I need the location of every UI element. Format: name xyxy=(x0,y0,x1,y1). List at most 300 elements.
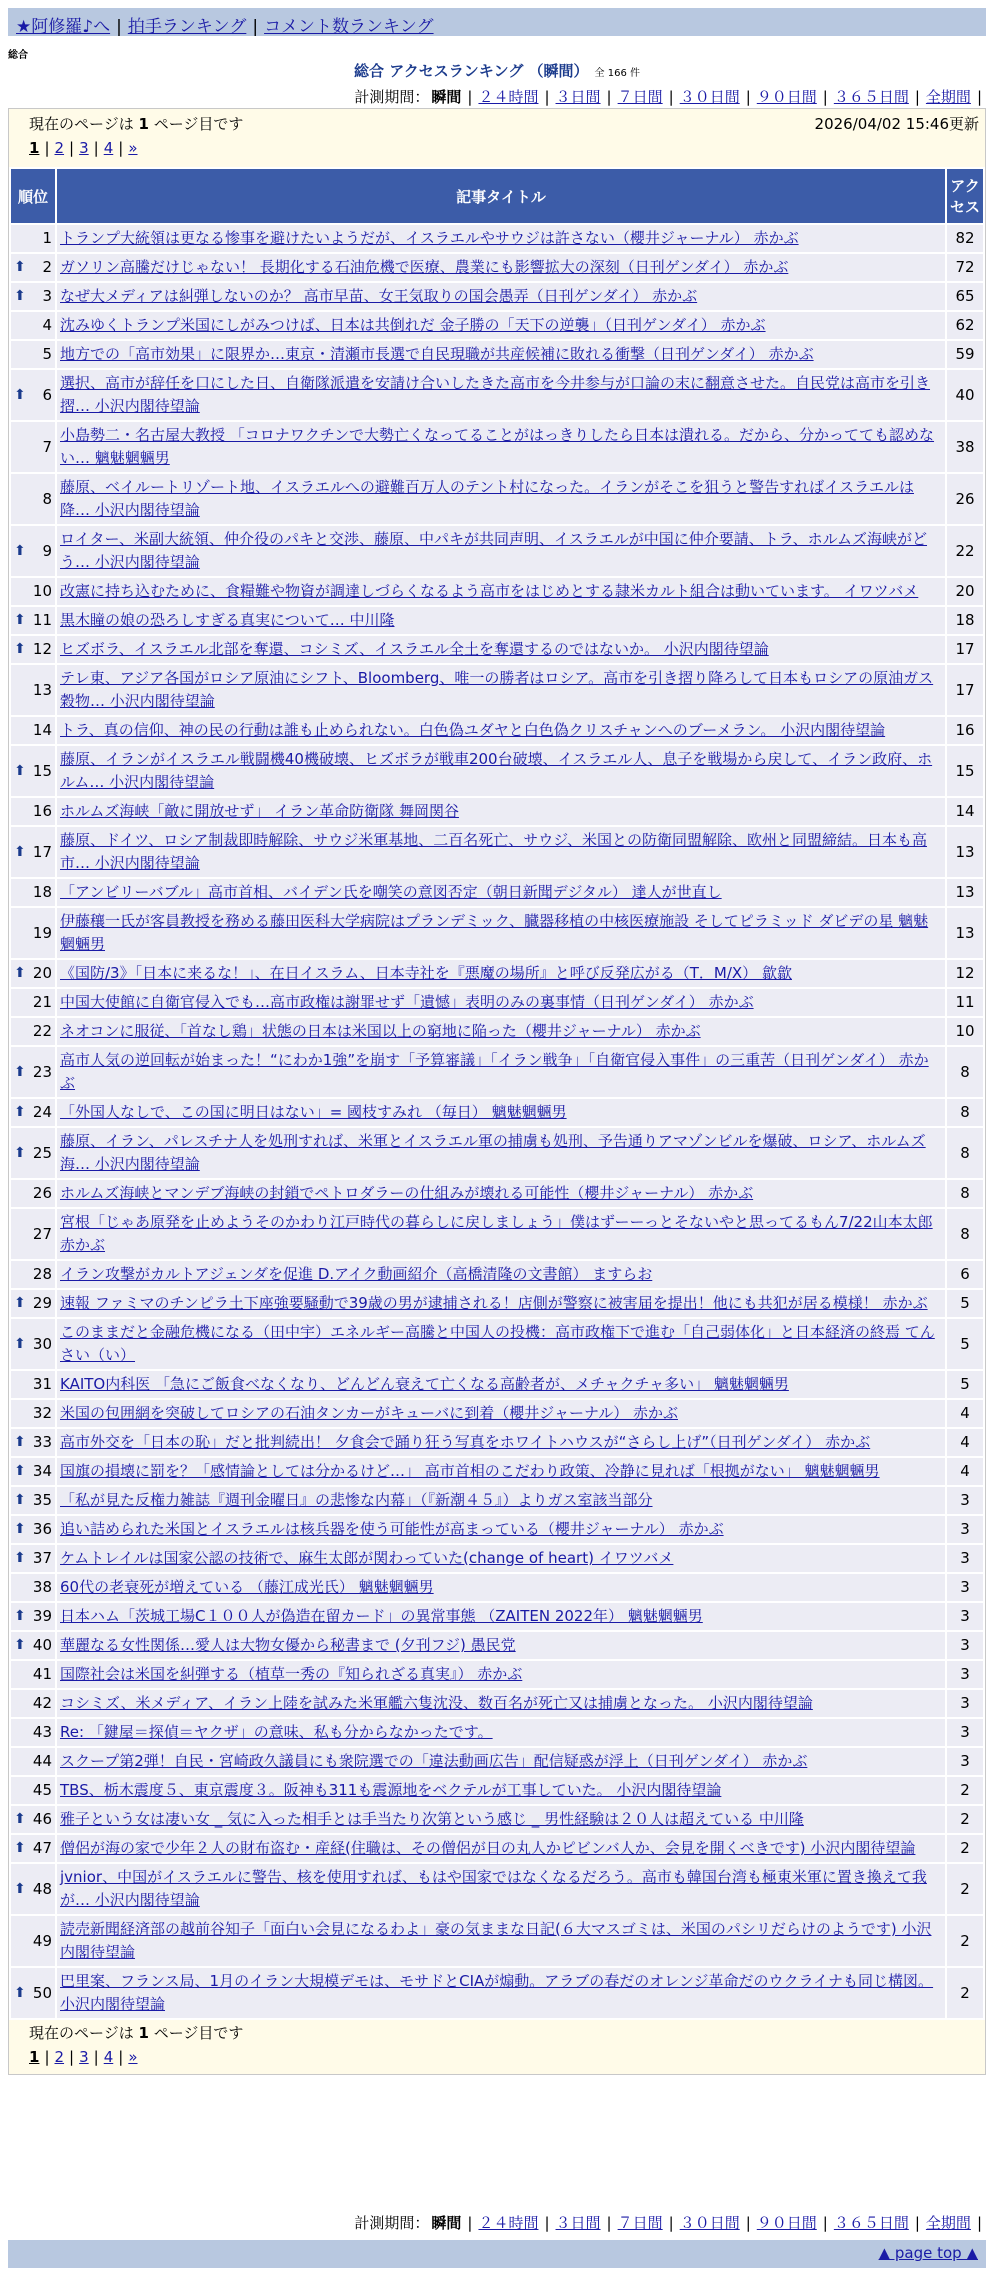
access-count: 8 xyxy=(947,1180,983,1207)
period-option[interactable]: ３日間 xyxy=(555,88,601,106)
title-cell xyxy=(57,474,945,524)
table-row xyxy=(11,1261,983,1288)
rank-number: 1 xyxy=(42,229,52,247)
pager-top xyxy=(29,139,138,157)
article-title-link[interactable]: jvnior、中国がイスラエルに警告、核を使用すれば、もはや国家ではなくなるだろう。高市も韓国台湾も極東米軍に置き換えて我が… 小沢内閣待望論 xyxy=(60,1868,927,1909)
rank-cell xyxy=(11,636,55,663)
rank-number: 7 xyxy=(42,437,52,456)
access-count: 5 xyxy=(947,1290,983,1317)
pager-separator: | xyxy=(44,139,50,157)
up-arrow-icon: ⬆ xyxy=(14,1492,26,1508)
table-row xyxy=(11,1632,983,1659)
article-title-link[interactable]: ホルムズ海峡とマンデブ海峡の封鎖でペトロダラーの仕組みが壊れる可能性（櫻井ジャーナル） 赤かぶ xyxy=(60,1184,754,1202)
nav-link-comment-ranking[interactable]: コメント数ランキング xyxy=(264,17,434,37)
up-arrow-icon: ⬆ xyxy=(14,1463,26,1479)
article-title-link[interactable]: 黒木瞳の娘の恐ろしすぎる真実について… 中川隆 xyxy=(60,611,395,629)
table-row xyxy=(11,746,983,796)
article-title-link[interactable]: 中国大使館に自衛官侵入でも…高市政権は謝罪せず「遺憾」表明のみの裏事情（日刊ゲンダイ） 赤かぶ xyxy=(60,993,754,1011)
title-cell xyxy=(57,1806,945,1833)
rank-cell xyxy=(11,1603,55,1630)
access-count: 8 xyxy=(947,1099,983,1126)
period-option[interactable]: ７日間 xyxy=(617,2214,663,2232)
access-count: 8 xyxy=(947,1209,983,1259)
header-rank: 順位 xyxy=(11,169,55,223)
article-title-link[interactable]: 読売新聞経済部の越前谷知子「面白い会見になるわよ」豪の気ままな日記(６大マスゴミは、米国のパシリだらけのようです) 小沢内閣待望論 xyxy=(60,1920,932,1961)
article-title-link[interactable]: 藤原、イラン、パレスチナ人を処刑すれば、米軍とイスラエル軍の捕虜も処刑、予告通りアマゾンビルを爆破、ロシア、ホルムズ海… 小沢内閣待望論 xyxy=(60,1132,926,1173)
article-title-link[interactable]: 「アンビリーバブル」高市首相、バイデン氏を嘲笑の意図否定（朝日新聞デジタル） 達人が世直し xyxy=(60,883,722,901)
article-title-link[interactable]: 追い詰められた米国とイスラエルは核兵器を使う可能性が高まっている（櫻井ジャーナル） 赤かぶ xyxy=(60,1520,724,1538)
pager-separator: | xyxy=(118,139,124,157)
rank-cell xyxy=(11,746,55,796)
access-count: 18 xyxy=(947,607,983,634)
up-arrow-icon: ⬆ xyxy=(14,641,26,657)
article-title-link[interactable]: 「私が見た反権力雑誌『週刊金曜日』の悲惨な内幕」（『新潮４５』）よりガス室該当部分 xyxy=(60,1491,653,1509)
table-row xyxy=(11,827,983,877)
rank-cell xyxy=(11,370,55,420)
rank-cell xyxy=(11,1429,55,1456)
title-cell xyxy=(57,1400,945,1427)
article-title-link[interactable]: 地方での「高市効果」に限界か…東京・清瀬市長選で自民現職が共産候補に敗れる衝撃（日刊ゲンダイ） 赤かぶ xyxy=(60,345,814,363)
rank-number: 6 xyxy=(42,385,52,404)
article-title-link[interactable]: ガソリン高騰だけじゃない！ 長期化する石油危機で医療、農業にも影響拡大の深刻（日刊ゲンダイ） 赤かぶ xyxy=(60,258,789,276)
rank-number: 32 xyxy=(32,1404,52,1422)
up-arrow-icon: ⬆ xyxy=(14,1063,26,1080)
page-title: 総合 アクセスランキング （瞬間） xyxy=(354,62,589,80)
access-count: 2 xyxy=(947,1864,983,1914)
period-option-active: 瞬間 xyxy=(431,88,462,106)
article-title-link[interactable]: 宮根「じゃあ原発を止めようそのかわり江戸時代の暮らしに戻しましょう」僕はずーーっとそないやと思ってるもん7/22山本太郎 赤かぶ xyxy=(60,1213,933,1254)
table-row xyxy=(11,1835,983,1862)
article-title-link[interactable]: 僧侶が海の家で少年２人の財布盗む・産経(住職は、その僧侶が日の丸人かピビンバ人か、会見を開くべきです) 小沢内閣待望論 xyxy=(60,1839,916,1857)
access-count: 22 xyxy=(947,526,983,576)
rank-cell xyxy=(11,1806,55,1833)
period-separator: | xyxy=(976,2214,982,2232)
article-title-link[interactable]: 国旗の損壊に罰を？「感情論としては分かるけど…」 高市首相のこだわり政策、冷静に見れば「根拠がない」 魑魅魍魎男 xyxy=(60,1462,880,1480)
title-cell xyxy=(57,717,945,744)
up-arrow-icon: ⬆ xyxy=(14,288,26,304)
rank-cell xyxy=(11,960,55,987)
title-cell xyxy=(57,1864,945,1914)
article-title-link[interactable]: ホルムズ海峡「敵に開放せず」 イラン革命防衛隊 舞岡関谷 xyxy=(60,802,459,820)
rank-cell xyxy=(11,1661,55,1688)
access-count: 2 xyxy=(947,1777,983,1804)
article-title-link[interactable]: 沈みゆくトランプ米国にしがみつけば、日本は共倒れだ 金子勝の「天下の逆襲」（日刊ゲンダイ） 赤かぶ xyxy=(60,316,766,334)
article-title-link[interactable]: ロイター、米副大統領、仲介役のパキと交渉、藤原、中パキが共同声明、イスラエルが中国に仲介要請、トラ、ホルムズ海峡がどう… 小沢内閣待望論 xyxy=(60,530,928,571)
rank-number: 45 xyxy=(32,1781,52,1799)
rank-cell xyxy=(11,1047,55,1097)
period-selector-top xyxy=(354,86,986,107)
up-arrow-icon: ⬆ xyxy=(14,843,26,860)
up-arrow-icon: ⬆ xyxy=(14,1295,26,1311)
title-cell xyxy=(57,1748,945,1775)
up-arrow-icon: ⬆ xyxy=(14,1880,26,1897)
rank-cell xyxy=(11,1458,55,1485)
updated-timestamp: 2026/04/02 15:46更新 xyxy=(814,115,979,133)
access-count: 3 xyxy=(947,1690,983,1717)
page-top-link[interactable]: ▲ page top ▲ xyxy=(878,2244,978,2262)
title-row xyxy=(0,60,994,81)
access-count: 12 xyxy=(947,960,983,987)
table-row xyxy=(11,1018,983,1045)
article-title-link[interactable]: 米国の包囲網を突破してロシアの石油タンカーがキューバに到着（櫻井ジャーナル） 赤かぶ xyxy=(60,1404,678,1422)
table-row xyxy=(11,1487,983,1514)
nav-separator: | xyxy=(116,17,122,37)
article-title-link[interactable]: 高市人気の逆回転が始まった！“にわか1強”を崩す「予算審議」「イラン戦争」「自衛官侵入事件」の三重苦（日刊ゲンダイ） 赤かぶ xyxy=(60,1051,929,1092)
pager-page-link[interactable]: 3 xyxy=(79,2048,89,2066)
title-cell xyxy=(57,1916,945,1966)
access-count: 17 xyxy=(947,665,983,715)
table-row xyxy=(11,607,983,634)
rank-number: 9 xyxy=(42,541,52,560)
article-title-link[interactable]: 藤原、イランがイスラエル戦闘機40機破壊、ヒズボラが戦車200台破壊、イスラエル人、息子を戦場から戻して、イラン政府、ホルム… 小沢内閣待望論 xyxy=(60,750,933,791)
article-title-link[interactable]: スクープ第2弾！自民・宮崎政久議員にも衆院選での「違法動画広告」配信疑惑が浮上（日刊ゲンダイ） 赤かぶ xyxy=(60,1752,808,1770)
pager-page-link[interactable]: 2 xyxy=(54,139,65,157)
rank-number: 22 xyxy=(32,1022,52,1040)
bottom-bar xyxy=(8,2240,986,2268)
title-cell xyxy=(57,1099,945,1126)
up-arrow-icon: ⬆ xyxy=(14,1144,26,1161)
title-cell xyxy=(57,1516,945,1543)
table-row xyxy=(11,254,983,281)
rank-number: 41 xyxy=(32,1665,52,1683)
table-row xyxy=(11,474,983,524)
access-count: 62 xyxy=(947,312,983,339)
header-access: アクセス xyxy=(947,169,983,223)
period-separator: | xyxy=(822,2214,828,2232)
period-separator: | xyxy=(668,2214,674,2232)
article-title-link[interactable]: 速報 ファミマのチンピラ土下座強要騒動で39歳の男が逮捕される！店側が警察に被害届を提出！他にも共犯が居る模様！ 赤かぶ xyxy=(60,1294,928,1312)
rank-number: 27 xyxy=(32,1224,52,1243)
period-separator: | xyxy=(745,88,751,106)
article-title-link[interactable]: 高市外交を「日本の恥」だと批判続出！ 夕食会で踊り狂う写真をホワイトハウスが“さらし上げ”（日刊ゲンダイ） 赤かぶ xyxy=(60,1433,871,1451)
access-count: 15 xyxy=(947,746,983,796)
rank-cell xyxy=(11,908,55,958)
up-arrow-icon: ⬆ xyxy=(14,1608,26,1624)
table-row xyxy=(11,1968,983,2018)
up-arrow-icon: ⬆ xyxy=(14,1984,26,2001)
article-title-link[interactable]: Re: 「鍵屋＝探偵＝ヤクザ」の意味、私も分からなかったです。 xyxy=(60,1723,493,1741)
rank-number: 5 xyxy=(42,345,52,363)
period-option[interactable]: ３日間 xyxy=(555,2214,601,2232)
period-option[interactable]: ３０日間 xyxy=(679,2214,740,2232)
rank-cell xyxy=(11,1574,55,1601)
rank-number: 36 xyxy=(32,1520,52,1538)
article-title-link[interactable]: 60代の老衰死が増えている （藤江成光氏） 魑魅魍魎男 xyxy=(60,1578,434,1596)
rank-number: 42 xyxy=(32,1694,52,1712)
rank-cell xyxy=(11,1632,55,1659)
title-cell xyxy=(57,798,945,825)
ranking-box xyxy=(8,108,986,2075)
access-count: 65 xyxy=(947,283,983,310)
table-row xyxy=(11,1400,983,1427)
period-option[interactable]: ９０日間 xyxy=(756,2214,817,2232)
title-cell xyxy=(57,1603,945,1630)
rank-number: 18 xyxy=(32,883,52,901)
up-arrow-icon: ⬆ xyxy=(14,1104,26,1120)
access-count: 11 xyxy=(947,989,983,1016)
period-separator: | xyxy=(467,2214,473,2232)
period-option[interactable]: ３６５日間 xyxy=(833,88,909,106)
access-count: 2 xyxy=(947,1916,983,1966)
title-cell xyxy=(57,1574,945,1601)
access-count: 4 xyxy=(947,1400,983,1427)
article-title-link[interactable]: なぜ大メディアは糾弾しないのか？ 高市早苗、女王気取りの国会愚弄（日刊ゲンダイ） 赤かぶ xyxy=(60,287,698,305)
article-title-link[interactable]: 藤原、ドイツ、ロシア制裁即時解除、サウジ米軍基地、二百名死亡、サウジ、米国との防衛同盟解除、欧州と同盟締結。日本も高市… 小沢内閣待望論 xyxy=(60,831,928,872)
title-cell xyxy=(57,1018,945,1045)
period-option[interactable]: ９０日間 xyxy=(756,88,817,106)
table-row xyxy=(11,1180,983,1207)
rank-number: 31 xyxy=(32,1375,52,1393)
table-row xyxy=(11,1806,983,1833)
table-row xyxy=(11,1719,983,1746)
rank-number: 11 xyxy=(32,611,52,629)
title-cell xyxy=(57,1209,945,1259)
article-title-link[interactable]: イラン攻撃がカルトアジェンダを促進 D.アイク動画紹介（高橋清隆の文書館） ますらお xyxy=(60,1265,653,1283)
rank-cell xyxy=(11,1835,55,1862)
pager-separator: | xyxy=(69,2048,75,2066)
rank-cell xyxy=(11,1319,55,1369)
pager-next-link[interactable]: » xyxy=(128,139,138,157)
title-cell xyxy=(57,1429,945,1456)
article-title-link[interactable]: 選択、高市が辞任を口にした日、自衛隊派遣を安請け合いしたきた高市を今井参与が口論の末に翻意させた。自民党は高市を引き摺… 小沢内閣待望論 xyxy=(60,374,931,415)
rank-cell xyxy=(11,665,55,715)
up-arrow-icon: ⬆ xyxy=(14,1434,26,1450)
table-row xyxy=(11,370,983,420)
article-title-link[interactable]: テレ東、アジア各国がロシア原油にシフト、Bloomberg、唯一の勝者はロシア。高市を引き摺り降ろして日本もロシアの原油ガス穀物… 小沢内閣待望論 xyxy=(60,669,934,710)
table-row xyxy=(11,422,983,472)
title-cell xyxy=(57,578,945,605)
article-title-link[interactable]: 小島勢二・名古屋大教授 「コロナワクチンで大勢亡くなってることがはっきりしたら日本は潰れる。だから、分かってても認めない… 魑魅魍魎男 xyxy=(60,426,935,467)
period-separator: | xyxy=(606,2214,612,2232)
table-row xyxy=(11,1574,983,1601)
access-count: 2 xyxy=(947,1968,983,2018)
rank-cell xyxy=(11,1099,55,1126)
up-arrow-icon: ⬆ xyxy=(14,1550,26,1566)
up-arrow-icon: ⬆ xyxy=(14,542,26,559)
pager-page-link[interactable]: 3 xyxy=(79,139,89,157)
period-separator: | xyxy=(467,88,473,106)
title-cell xyxy=(57,1719,945,1746)
table-row xyxy=(11,636,983,663)
rank-cell xyxy=(11,1180,55,1207)
title-cell xyxy=(57,341,945,368)
title-cell xyxy=(57,1690,945,1717)
access-count: 4 xyxy=(947,1429,983,1456)
access-count: 8 xyxy=(947,1128,983,1178)
rank-number: 49 xyxy=(32,1931,52,1950)
rank-cell xyxy=(11,1690,55,1717)
article-title-link[interactable]: 藤原、ベイルートリゾート地、イスラエルへの避難百万人のテント村になった。イランがそこを狙うと警告すればイスラエルは降… 小沢内閣待望論 xyxy=(60,478,914,519)
access-count: 8 xyxy=(947,1047,983,1097)
access-count: 72 xyxy=(947,254,983,281)
access-count: 6 xyxy=(947,1261,983,1288)
title-cell xyxy=(57,1371,945,1398)
title-cell xyxy=(57,989,945,1016)
rank-cell xyxy=(11,422,55,472)
access-count: 13 xyxy=(947,908,983,958)
period-option[interactable]: ３０日間 xyxy=(679,88,740,106)
up-arrow-icon: ⬆ xyxy=(14,1521,26,1537)
article-title-link[interactable]: 国際社会は米国を糾弾する（植草一秀の『知られざる真実』） 赤かぶ xyxy=(60,1665,523,1683)
table-row xyxy=(11,1458,983,1485)
article-title-link[interactable]: トラ、真の信仰、神の民の行動は誰も止められない。白色偽ユダヤと白色偽クリスチャンへのブーメラン。 小沢内閣待望論 xyxy=(60,721,886,739)
table-row xyxy=(11,879,983,906)
pager-page-link[interactable]: 2 xyxy=(54,2048,65,2066)
pager-separator: | xyxy=(69,139,75,157)
title-cell xyxy=(57,283,945,310)
table-row xyxy=(11,908,983,958)
table-row xyxy=(11,1319,983,1369)
rank-cell xyxy=(11,1128,55,1178)
article-title-link[interactable]: このままだと金融危機になる（田中宇）エネルギー高騰と中国人の投機：高市政権下で進む「自己弱体化」と日本経済の終焉 てんさい（い） xyxy=(60,1323,935,1364)
rank-cell xyxy=(11,474,55,524)
title-cell xyxy=(57,1632,945,1659)
table-row xyxy=(11,1916,983,1966)
title-cell xyxy=(57,1458,945,1485)
table-row xyxy=(11,1290,983,1317)
table-row xyxy=(11,1777,983,1804)
rank-number: 33 xyxy=(32,1433,52,1451)
title-cell xyxy=(57,665,945,715)
article-title-link[interactable]: 伊藤穰一氏が客員教授を務める藤田医科大学病院はプランデミック、臓器移植の中核医療施設 そしてピラミッド ダビデの星 魑魅魍魎男 xyxy=(60,912,929,953)
title-cell xyxy=(57,879,945,906)
ranking-box-footer xyxy=(9,2020,985,2074)
period-option[interactable]: ３６５日間 xyxy=(833,2214,909,2232)
access-count: 2 xyxy=(947,1806,983,1833)
period-option[interactable]: 全期間 xyxy=(925,88,971,106)
up-arrow-icon: ⬆ xyxy=(14,1811,26,1827)
rank-number: 50 xyxy=(32,1983,52,2002)
rank-cell xyxy=(11,1777,55,1804)
table-row xyxy=(11,798,983,825)
table-row xyxy=(11,989,983,1016)
period-option[interactable]: 全期間 xyxy=(925,2214,971,2232)
article-title-link[interactable]: 改憲に持ち込むために、食糧難や物資が調達しづらくなるよう高市をはじめとする隷米カルト組合は動いています。 イワツバメ xyxy=(60,582,919,600)
rank-cell xyxy=(11,578,55,605)
rank-number: 4 xyxy=(42,316,52,334)
article-title-link[interactable]: 「外国人なしで、この国に明日はない」= 國枝すみれ （毎日） 魑魅魍魎男 xyxy=(60,1103,567,1121)
period-separator: | xyxy=(745,2214,751,2232)
pager-bottom xyxy=(29,2048,138,2066)
title-cell xyxy=(57,370,945,420)
article-title-link[interactable]: ヒズボラ、イスラエル北部を奪還、コシミズ、イスラエル全土を奪還するのではないか。 小沢内閣待望論 xyxy=(60,640,769,658)
table-row xyxy=(11,1371,983,1398)
table-row xyxy=(11,960,983,987)
rank-number: 2 xyxy=(42,258,52,276)
total-count: 全 166 件 xyxy=(594,68,640,79)
access-count: 10 xyxy=(947,1018,983,1045)
title-cell xyxy=(57,607,945,634)
article-title-link[interactable]: 華麗なる女性関係…愛人は大物女優から秘書まで (夕刊フジ) 愚民党 xyxy=(60,1636,516,1654)
rank-number: 29 xyxy=(32,1294,52,1312)
rank-cell xyxy=(11,1916,55,1966)
access-count: 3 xyxy=(947,1719,983,1746)
title-cell xyxy=(57,908,945,958)
rank-cell xyxy=(11,1371,55,1398)
rank-number: 28 xyxy=(32,1265,52,1283)
access-count: 5 xyxy=(947,1319,983,1369)
rank-number: 20 xyxy=(32,964,52,982)
up-arrow-icon: ⬆ xyxy=(14,259,26,275)
article-title-link[interactable]: 《国防/3》「日本に来るな！」、在日イスラム、日本寺社を『悪魔の場所』と呼び反発広がる（T．M/X） 歙歙 xyxy=(60,964,792,982)
article-title-link[interactable]: TBS、栃木震度５、東京震度３。阪神も311も震源地をベクテルが工事していた。 小沢内閣待望論 xyxy=(60,1781,722,1799)
rank-number: 39 xyxy=(32,1607,52,1625)
table-row xyxy=(11,1209,983,1259)
rank-cell xyxy=(11,1018,55,1045)
rank-cell xyxy=(11,1516,55,1543)
table-row xyxy=(11,1748,983,1775)
table-row xyxy=(11,1661,983,1688)
current-page-number: 1 xyxy=(138,2024,149,2042)
article-title-link[interactable]: 巴里案、フランス局、1月のイラン大規模デモは、モサドとCIAが煽動。アラブの春だのオレンジ革命だのウクライナも同じ構図。 小沢内閣待望論 xyxy=(60,1972,934,2013)
period-separator: | xyxy=(544,2214,550,2232)
up-arrow-icon: ⬆ xyxy=(14,1840,26,1856)
table-row xyxy=(11,1128,983,1178)
access-count: 5 xyxy=(947,1371,983,1398)
pager-page-link[interactable]: 4 xyxy=(103,2048,114,2066)
period-option[interactable]: ７日間 xyxy=(617,88,663,106)
rank-number: 43 xyxy=(32,1723,52,1741)
top-nav-bar xyxy=(8,8,986,36)
article-title-link[interactable]: 日本ハム「茨城工場C１００人が偽造在留カード」の異常事態 （ZAITEN 2022年） 魑魅魍魎男 xyxy=(60,1607,703,1625)
period-separator: | xyxy=(976,88,982,106)
rank-cell xyxy=(11,526,55,576)
access-count: 3 xyxy=(947,1574,983,1601)
current-page-indicator-bottom: 現在のページは 1 ページ目です xyxy=(29,2024,244,2042)
table-row xyxy=(11,1429,983,1456)
article-title-link[interactable]: ケムトレイルは国家公認の技術で、麻生太郎が関わっていた(change of heart) イワツバメ xyxy=(60,1549,674,1567)
period-option[interactable]: ２４時間 xyxy=(478,2214,539,2232)
rank-number: 13 xyxy=(32,680,52,699)
article-title-link[interactable]: 雅子という女は凄い女 _ 気に入った相手とは手当たり次第という感じ _ 男性経験は２０人は超えている 中川隆 xyxy=(60,1810,804,1828)
title-cell xyxy=(57,1047,945,1097)
table-row xyxy=(11,717,983,744)
rank-cell xyxy=(11,1400,55,1427)
access-count: 26 xyxy=(947,474,983,524)
article-title-link[interactable]: KAITO内科医 「急にご飯食べなくなり、どんどん衰えて亡くなる高齢者が、メチャクチャ多い」 魑魅魍魎男 xyxy=(60,1375,789,1393)
up-arrow-icon: ⬆ xyxy=(14,762,26,779)
title-cell xyxy=(57,526,945,576)
rank-number: 8 xyxy=(42,489,52,508)
rank-number: 17 xyxy=(32,842,52,861)
pager-current-page: 1 xyxy=(29,2048,40,2066)
rank-number: 47 xyxy=(32,1839,52,1857)
access-count: 40 xyxy=(947,370,983,420)
nav-link-asyura[interactable]: ★阿修羅♪へ xyxy=(16,17,111,37)
access-count: 2 xyxy=(947,1835,983,1862)
rank-cell xyxy=(11,1545,55,1572)
access-count: 13 xyxy=(947,879,983,906)
pager-page-link[interactable]: 4 xyxy=(103,139,114,157)
rank-number: 21 xyxy=(32,993,52,1011)
access-count: 17 xyxy=(947,636,983,663)
rank-number: 15 xyxy=(32,761,52,780)
article-title-link[interactable]: コシミズ、米メディア、イラン上陸を試みた米軍艦六隻沈没、数百名が死亡又は捕虜となった。 小沢内閣待望論 xyxy=(60,1694,813,1712)
title-cell xyxy=(57,960,945,987)
title-cell xyxy=(57,636,945,663)
rank-number: 16 xyxy=(32,802,52,820)
rank-cell xyxy=(11,879,55,906)
period-separator: | xyxy=(544,88,550,106)
rank-number: 10 xyxy=(32,582,52,600)
rank-number: 19 xyxy=(32,923,52,942)
article-title-link[interactable]: トランプ大統領は更なる惨事を避けたいようだが、イスラエルやサウジは許さない（櫻井ジャーナル） 赤かぶ xyxy=(60,229,799,247)
table-row xyxy=(11,1545,983,1572)
pager-next-link[interactable]: » xyxy=(128,2048,138,2066)
article-title-link[interactable]: ネオコンに服従、「首なし鶏」状態の日本は米国以上の窮地に陥った（櫻井ジャーナル） 赤かぶ xyxy=(60,1022,701,1040)
nav-link-applause-ranking[interactable]: 拍手ランキング xyxy=(127,17,247,37)
period-option[interactable]: ２４時間 xyxy=(478,88,539,106)
